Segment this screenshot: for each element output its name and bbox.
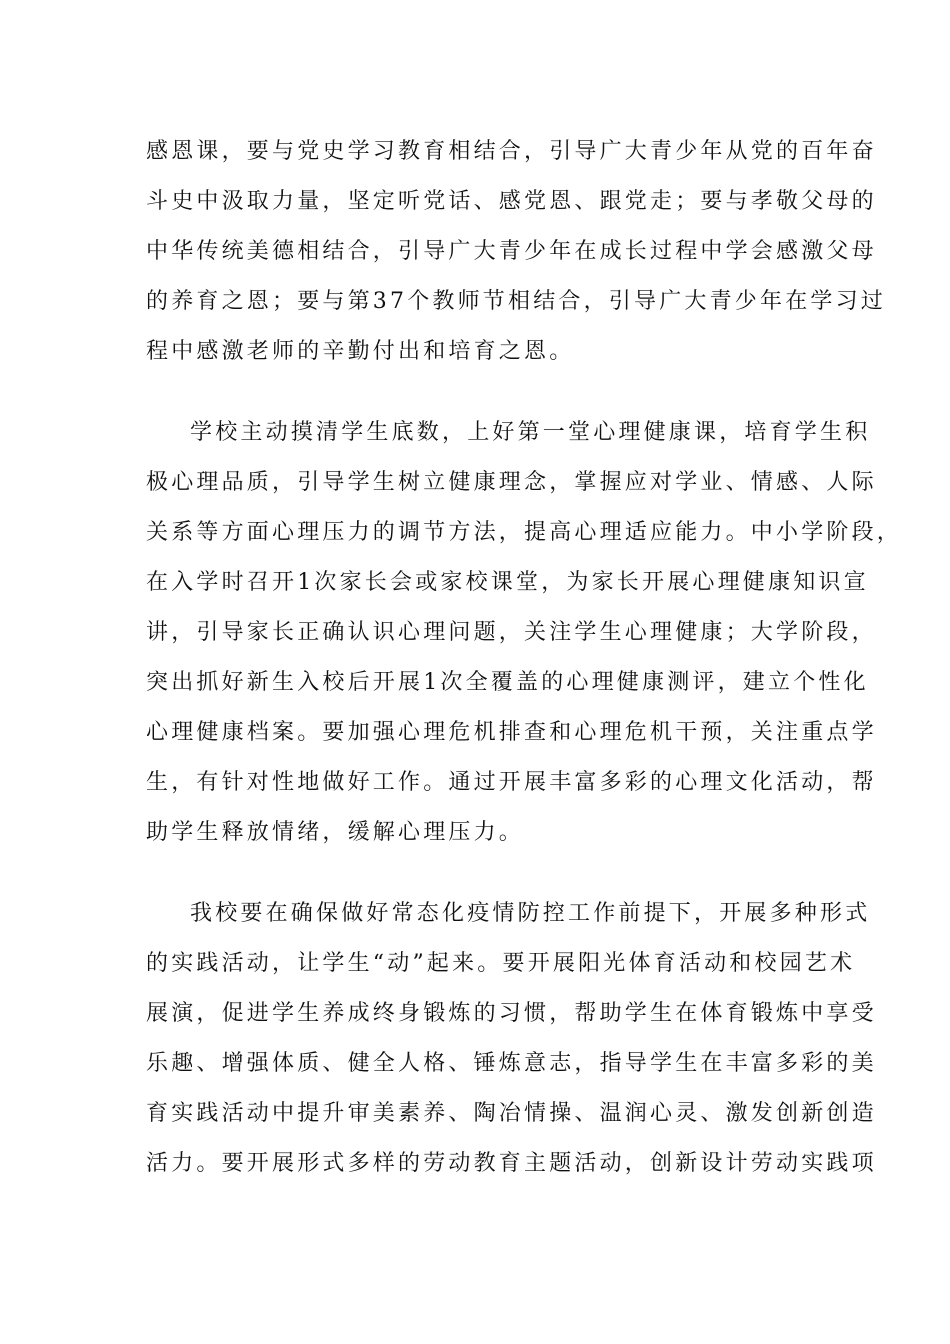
text-line: 生，有针对性地做好工作。通过开展丰富多彩的心理文化活动，帮 bbox=[146, 770, 877, 795]
text-line: 极心理品质，引导学生树立健康理念，掌握应对学业、情感、人际 bbox=[146, 470, 877, 495]
text-line: 中华传统美德相结合，引导广大青少年在成长过程中学会感激父母 bbox=[146, 239, 877, 264]
text-line: 斗史中汲取力量，坚定听党话、感党恩、跟党走；要与孝敬父母的 bbox=[146, 189, 877, 214]
text-line: 程中感激老师的辛勤付出和培育之恩。 bbox=[146, 339, 575, 364]
text-line: 育实践活动中提升审美素养、陶冶情操、温润心灵、激发创新创造 bbox=[146, 1101, 877, 1126]
text-line: 助学生释放情绪，缓解心理压力。 bbox=[146, 820, 525, 845]
text-line: 乐趣、增强体质、健全人格、锤炼意志，指导学生在丰富多彩的美 bbox=[146, 1051, 877, 1076]
text-line: 我校要在确保做好常态化疫情防控工作前提下，开展多种形式 bbox=[190, 901, 871, 926]
text-line: 突出抓好新生入校后开展1次全覆盖的心理健康测评，建立个性化 bbox=[146, 670, 869, 695]
text-line: 展演，促进学生养成终身锻炼的习惯，帮助学生在体育锻炼中享受 bbox=[146, 1001, 877, 1026]
text-line: 学校主动摸清学生底数，上好第一堂心理健康课，培育学生积 bbox=[190, 420, 871, 445]
text-line: 感恩课，要与党史学习教育相结合，引导广大青少年从党的百年奋 bbox=[146, 139, 877, 164]
text-line: 的实践活动，让学生“动”起来。要开展阳光体育活动和校园艺术 bbox=[146, 951, 856, 976]
text-line: 讲，引导家长正确认识心理问题，关注学生心理健康；大学阶段， bbox=[146, 620, 877, 645]
text-line: 关系等方面心理压力的调节方法，提高心理适应能力。中小学阶段， bbox=[146, 520, 903, 545]
text-line: 心理健康档案。要加强心理危机排查和心理危机干预，关注重点学 bbox=[146, 720, 877, 745]
text-line: 在入学时召开1次家长会或家校课堂，为家长开展心理健康知识宣 bbox=[146, 570, 869, 595]
text-line: 的养育之恩；要与第37个教师节相结合，引导广大青少年在学习过 bbox=[146, 289, 886, 314]
text-line: 活力。要开展形式多样的劳动教育主题活动，创新设计劳动实践项 bbox=[146, 1151, 877, 1176]
